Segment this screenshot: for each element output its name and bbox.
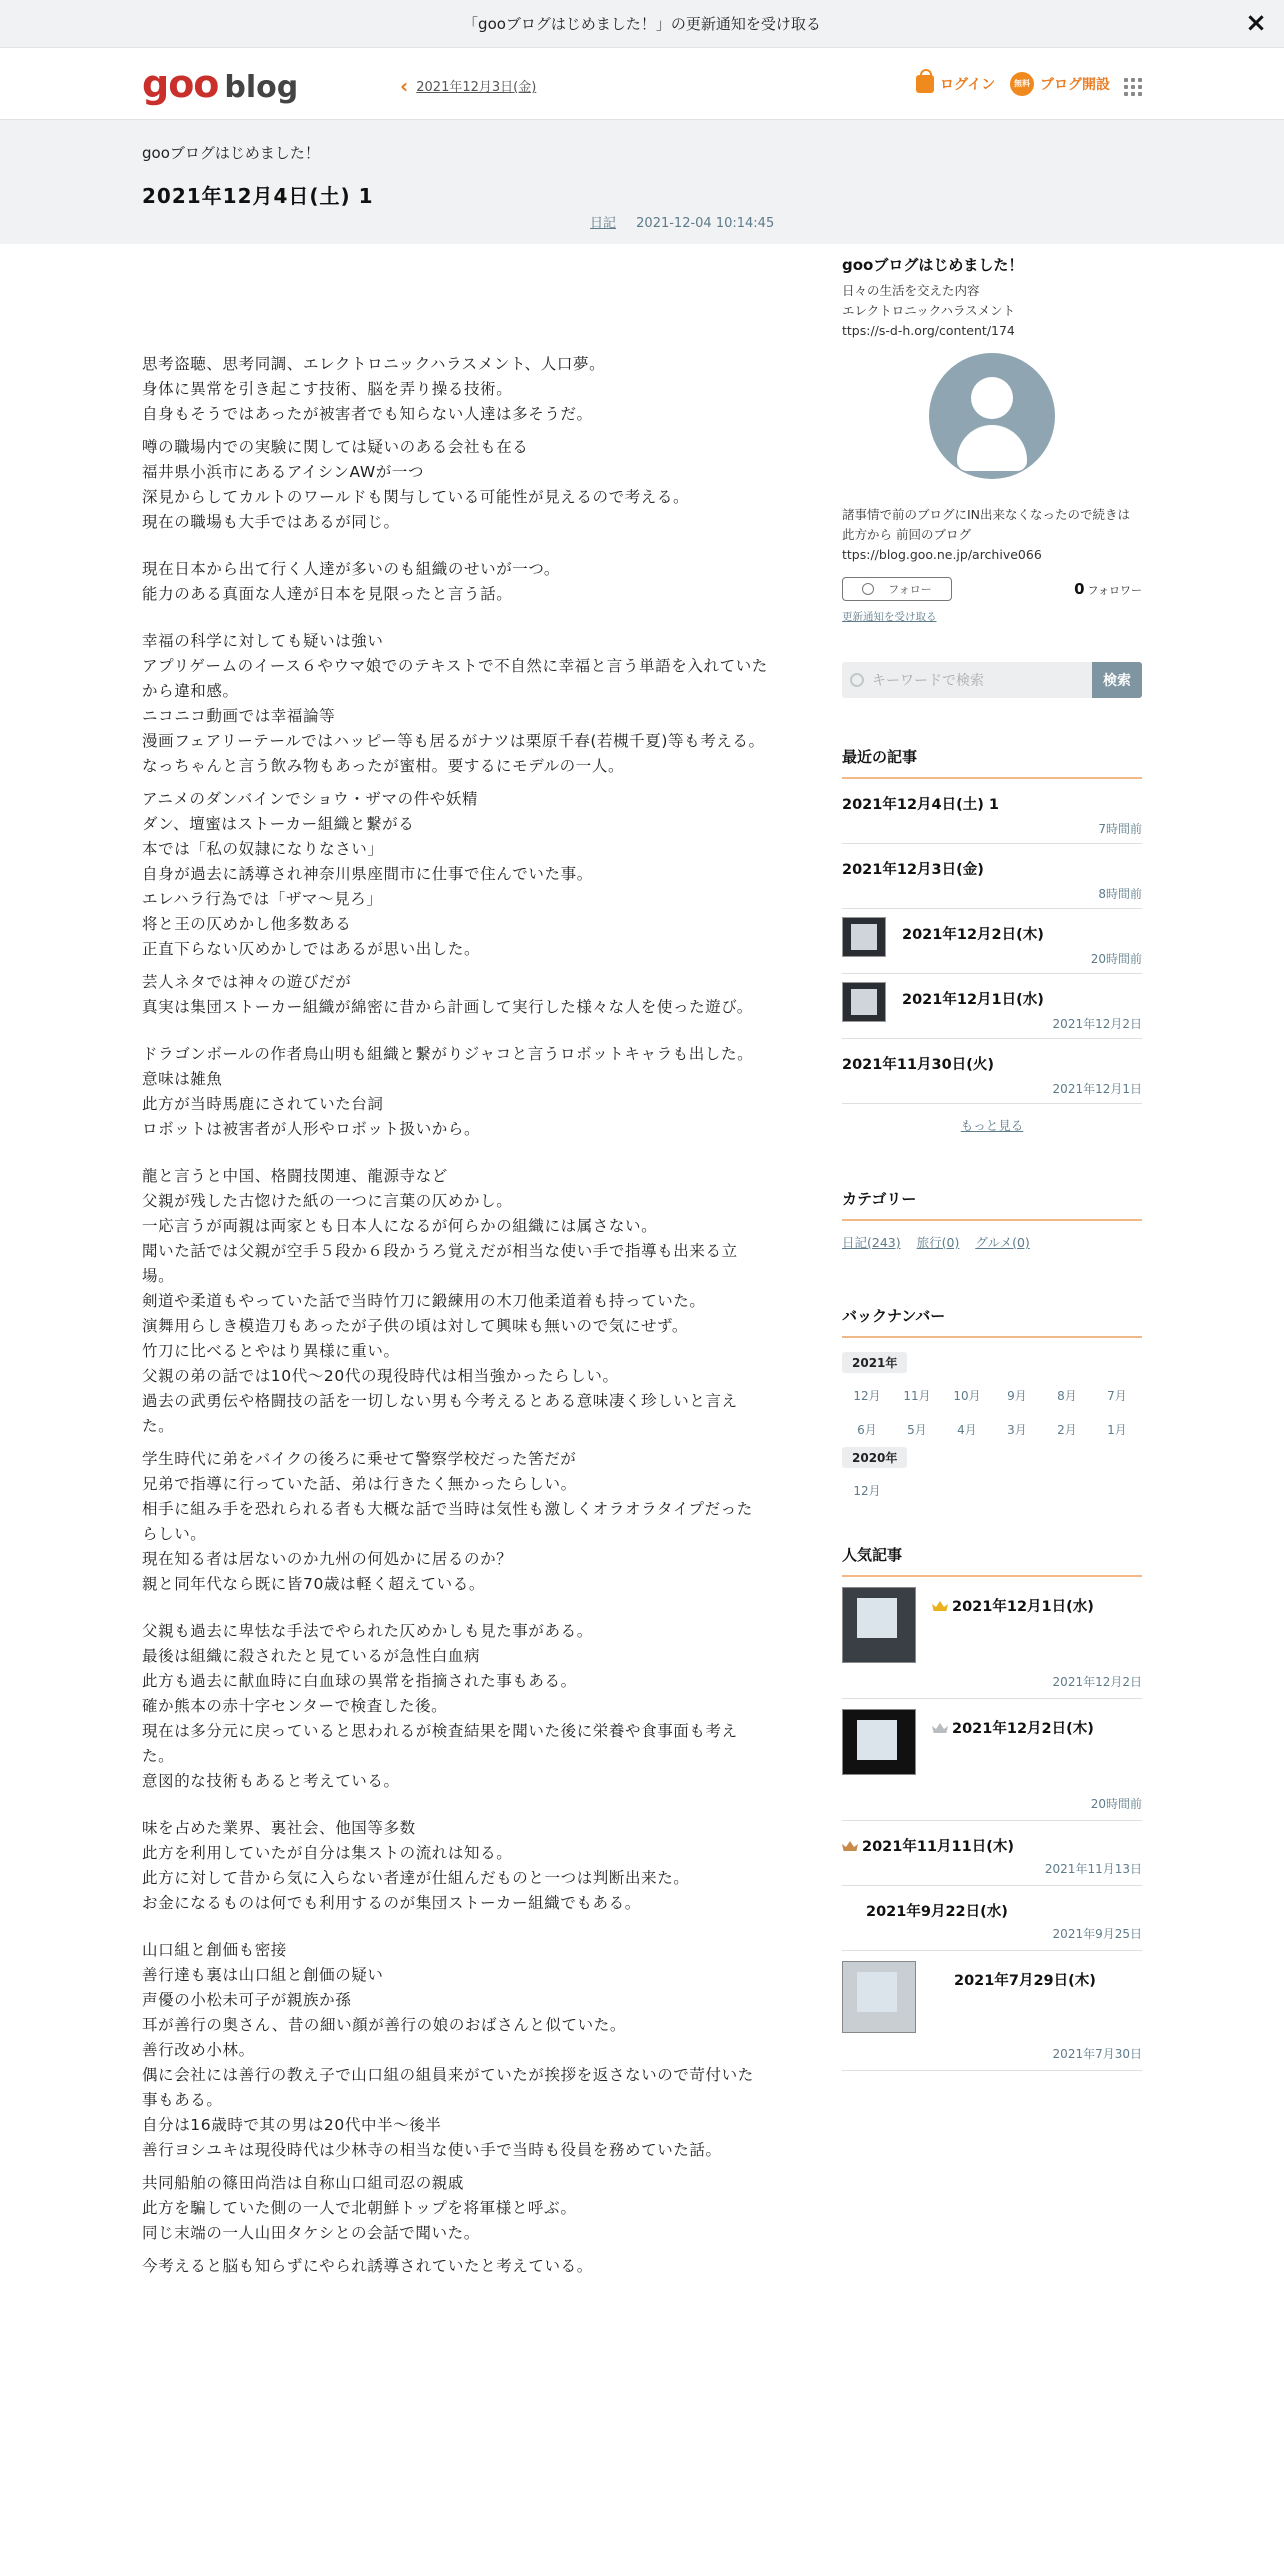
follower-count[interactable] bbox=[1074, 580, 1142, 598]
login-label: ログイン bbox=[940, 77, 996, 93]
popular-item-label: 2021年12月2日(木) bbox=[952, 1721, 1094, 1737]
backnumber-section bbox=[842, 1305, 1142, 1508]
recent-item[interactable] bbox=[842, 909, 1142, 974]
gold-crown-icon bbox=[932, 1601, 948, 1611]
close-icon[interactable]: × bbox=[1245, 8, 1267, 38]
avatar[interactable] bbox=[929, 353, 1055, 479]
recent-item-date: 20時間前 bbox=[1090, 952, 1142, 966]
article-paragraph: アニメのダンバインでショウ・ザマの件や妖精 ダン、壇蜜はストーカー組織と繋がる 本では「私の奴隷になりなさい」 自身が過去に誘導され神奈川県座間市に仕事で住んでいた事。 エレハラ行為では「ザマ～見ろ」 将と王の仄めかし他多数ある 正直下らない仄めかしではあるが思い出した。 bbox=[142, 790, 593, 958]
logo-goo: goo bbox=[142, 62, 219, 106]
subscribe-link[interactable]: 更新通知を受け取る bbox=[842, 611, 937, 623]
article-paragraph: 味を占めた業界、裏社会、他国等多数 此方を利用していたが自分は集ストの流れは知る。 此方に対して昔から気に入らない者達が仕組んだものと一つは判断出来た。 お金になるものは何でも利用するのが集団ストーカー組織でもある。 bbox=[142, 1819, 690, 1912]
open-blog-label: ブログ開設 bbox=[1040, 77, 1110, 93]
popular-item-label: 2021年11月11日(木) bbox=[862, 1839, 1014, 1855]
month-link[interactable]: 7月 bbox=[1107, 1389, 1127, 1403]
month-link[interactable]: 10月 bbox=[953, 1389, 981, 1403]
prev-post-link[interactable] bbox=[400, 73, 537, 98]
notification-text[interactable]: 「gooブログはじめました！」の更新通知を受け取る bbox=[463, 15, 821, 33]
recent-item-date: 2021年12月1日 bbox=[1052, 1082, 1142, 1096]
category-link[interactable]: 日記(243) bbox=[842, 1235, 901, 1250]
year-badge: 2020年 bbox=[842, 1447, 907, 1468]
post-datetime: 2021-12-04 10:14:45 bbox=[636, 216, 775, 231]
profile-desc-line: 日々の生活を交えた内容 bbox=[842, 283, 980, 298]
recent-item-date: 2021年12月2日 bbox=[1052, 1017, 1142, 1031]
follower-label: フォロワー bbox=[1087, 584, 1142, 597]
recent-item[interactable] bbox=[842, 974, 1142, 1039]
profile-title[interactable]: gooブログはじめました！ bbox=[842, 256, 1024, 274]
recent-item[interactable] bbox=[842, 844, 1142, 909]
popular-item-title[interactable] bbox=[932, 1595, 1094, 1616]
recent-item-title[interactable]: 2021年12月1日(水) bbox=[902, 992, 1044, 1008]
article-paragraph: 思考盗聴、思考同調、エレクトロニックハラスメント、人口夢。 身体に異常を引き起こす技術、脳を弄り操る技術。 自身もそうではあったが被害者でも知らない人達は多そうだ。 bbox=[142, 355, 606, 423]
popular-heading: 人気記事 bbox=[842, 1544, 1142, 1577]
recent-thumbnail[interactable] bbox=[842, 917, 886, 957]
popular-item-date: 2021年12月2日 bbox=[1052, 1675, 1142, 1689]
profile-desc-line: エレクトロニックハラスメント bbox=[842, 303, 1016, 318]
popular-item-title[interactable] bbox=[932, 1717, 1094, 1738]
follow-label: フォロー bbox=[888, 583, 932, 596]
notification-bar[interactable] bbox=[0, 0, 1284, 48]
popular-item-date: 2021年9月25日 bbox=[1052, 1927, 1142, 1941]
article-body bbox=[142, 352, 768, 2287]
popular-item-date: 2021年11月13日 bbox=[1044, 1862, 1142, 1876]
month-link[interactable]: 9月 bbox=[1007, 1389, 1027, 1403]
category-link[interactable]: グルメ(0) bbox=[975, 1235, 1030, 1250]
article-paragraph: 現在日本から出て行く人達が多いのも組織のせいが一つ。 能力のある真面な人達が日本を見限ったと言う話。 bbox=[142, 560, 560, 603]
chevron-left-icon: ‹ bbox=[400, 73, 409, 98]
month-link[interactable]: 5月 bbox=[907, 1423, 927, 1437]
more-link[interactable]: もっと見る bbox=[960, 1118, 1024, 1133]
lock-icon bbox=[916, 75, 934, 93]
popular-item-title[interactable]: 2021年7月29日(木) bbox=[954, 1973, 1096, 1989]
recent-section bbox=[842, 746, 1142, 1134]
follow-button[interactable] bbox=[842, 577, 952, 601]
menu-grid-icon[interactable] bbox=[1124, 78, 1142, 96]
recent-item[interactable] bbox=[842, 779, 1142, 844]
month-link[interactable]: 3月 bbox=[1007, 1423, 1027, 1437]
page-title: 2021年12月4日(土) 1 bbox=[142, 184, 374, 208]
recent-item-title[interactable]: 2021年12月2日(木) bbox=[902, 927, 1044, 943]
prev-post-label[interactable]: 2021年12月3日(金) bbox=[416, 80, 537, 95]
recent-item-title[interactable]: 2021年12月4日(土) 1 bbox=[842, 797, 1000, 813]
popular-thumbnail[interactable] bbox=[842, 1709, 916, 1775]
article-paragraph: 噂の職場内での実験に関しては疑いのある会社も在る 福井県小浜市にあるアイシンAWが一つ 深見からしてカルトのワールドも関与している可能性が見えるので考える。 現在の職場も大手ではあるが同じ。 bbox=[142, 438, 690, 531]
recent-thumbnail[interactable] bbox=[842, 982, 886, 1022]
recent-item-date: 7時間前 bbox=[1098, 822, 1142, 836]
month-link[interactable]: 8月 bbox=[1057, 1389, 1077, 1403]
follow-row bbox=[842, 577, 1142, 601]
article-paragraph: 龍と言うと中国、格闘技関連、龍源寺など 父親が残した古惚けた紙の一つに言葉の仄めかし。 一応言うが両親は両家とも日本人になるが何らかの組織には属さない。 聞いた話では父親が空手５段か６段かうろ覚えだが相当な使い手で指導も出来る立場。 剣道や柔道もやっていた話で当時竹刀に鍛練用の木刀他柔道着も持っていた。 演舞用らしき模造刀もあったが子供の頃は対して興味も無いので気にせず。 竹刀に比べるとやはり異様に重い。 父親の弟の話では10代～20代の現役時代は相当強かったらしい。 過去の武勇伝や格闘技の話を一切しない男も今考えるとある意味凄く珍しいと言えた。 bbox=[142, 1167, 738, 1435]
article-paragraph: 山口組と創価も密接 善行達も裏は山口組と創価の疑い 声優の小松未可子が親族か孫 耳が善行の奥さん、昔の細い顔が善行の娘のおばさんと似ていた。 善行改め小林。 偶に会社には善行の教え子で山口組の組員来がていたが挨拶を返さないので苛付いた事もある。 自分は16歳時で其の男は20代中半～後半 善行ヨシユキは現役時代は少林寺の相当な使い手で当時も役員を務めていた話。 bbox=[142, 1941, 754, 2159]
post-header bbox=[0, 120, 1284, 244]
popular-item[interactable] bbox=[842, 1821, 1142, 1886]
category-heading: カテゴリー bbox=[842, 1188, 1142, 1221]
popular-thumbnail[interactable] bbox=[842, 1961, 916, 2033]
search-placeholder: キーワードで検索 bbox=[872, 673, 984, 689]
category-section bbox=[842, 1188, 1142, 1251]
article-paragraph: 学生時代に弟をバイクの後ろに乗せて警察学校だった筈だが 兄弟で指導に行っていた話、弟は行きたく無かったらしい。 相手に組み手を恐れられる者も大概な話で当時は気性も激しくオラオラタイプだったらしい。 現在知る者は居ないのか九州の何処かに居るのか？ 親と同年代なら既に皆70歳は軽く超えている。 bbox=[142, 1450, 753, 1593]
blog-name[interactable]: gooブログはじめました！ bbox=[142, 144, 320, 162]
follower-number: 0 bbox=[1074, 580, 1085, 598]
month-link[interactable]: 6月 bbox=[857, 1423, 877, 1437]
popular-section bbox=[842, 1544, 1142, 2071]
month-link[interactable]: 12月 bbox=[853, 1484, 881, 1498]
month-link[interactable]: 2月 bbox=[1057, 1423, 1077, 1437]
post-meta bbox=[590, 212, 774, 231]
silver-crown-icon bbox=[932, 1723, 948, 1733]
month-list bbox=[842, 1474, 1142, 1508]
article-paragraph: 共同船舶の篠田尚浩は自称山口組司忍の親戚 此方を騙していた側の一人で北朝鮮トップを将軍様と呼ぶ。 同じ末端の一人山田タケシとの会話で聞いた。 bbox=[142, 2174, 577, 2242]
site-header bbox=[0, 48, 1284, 120]
month-list bbox=[842, 1379, 1142, 1447]
logo-blog: blog bbox=[224, 70, 299, 105]
recent-heading: 最近の記事 bbox=[842, 746, 1142, 779]
recent-item-title[interactable]: 2021年12月3日(金) bbox=[842, 862, 984, 878]
person-icon bbox=[862, 583, 874, 595]
login-button[interactable] bbox=[916, 74, 995, 94]
month-link[interactable]: 1月 bbox=[1107, 1423, 1127, 1437]
popular-item-date: 2021年7月30日 bbox=[1052, 2047, 1142, 2061]
year-badge: 2021年 bbox=[842, 1352, 907, 1373]
profile-note: 諸事情で前のブログにIN出来なくなったので続きは此方から 前回のブログ ttps://blog.goo.ne.jp/archive066 bbox=[842, 507, 1131, 562]
free-badge-icon: 無料 bbox=[1010, 72, 1034, 96]
sidebar bbox=[842, 254, 1142, 2071]
popular-item-label: 2021年12月1日(水) bbox=[952, 1599, 1094, 1615]
recent-item-date: 8時間前 bbox=[1098, 887, 1142, 901]
popular-item[interactable] bbox=[842, 1699, 1142, 1821]
popular-thumbnail[interactable] bbox=[842, 1587, 916, 1663]
month-link[interactable]: 12月 bbox=[853, 1389, 881, 1403]
search-form bbox=[842, 662, 1142, 698]
article-paragraph: ドラゴンボールの作者鳥山明も組織と繋がりジャコと言うロボットキャラも出した。 意味は雑魚 此方が当時馬鹿にされていた台詞 ロボットは被害者が人形やロボット扱いから。 bbox=[142, 1045, 754, 1138]
popular-item[interactable] bbox=[842, 1577, 1142, 1699]
category-link[interactable]: 旅行(0) bbox=[916, 1235, 960, 1250]
profile-desc-line: ttps://s-d-h.org/content/174 bbox=[842, 323, 1015, 338]
popular-item-title[interactable]: 2021年9月22日(水) bbox=[866, 1904, 1008, 1920]
article-paragraph: 今考えると脳も知らずにやられ誘導されていたと考えている。 bbox=[142, 2257, 593, 2275]
search-input[interactable] bbox=[842, 662, 1092, 698]
bronze-crown-icon bbox=[842, 1841, 858, 1851]
article-paragraph: 芸人ネタでは神々の遊びだが 真実は集団ストーカー組織が綿密に昔から計画して実行した様々な人を使った遊び。 bbox=[142, 973, 753, 1016]
popular-item-date: 20時間前 bbox=[1090, 1797, 1142, 1811]
backnumber-heading: バックナンバー bbox=[842, 1305, 1142, 1338]
article-paragraph: 父親も過去に卑怯な手法でやられた仄めかしも見た事がある。 最後は組織に殺されたと見ているが急性白血病 此方も過去に献血時に白血球の異常を指摘された事もある。 確か熊本の赤十字センターで検査した後。 現在は多分元に戻っていると思われるが検査結果を聞いた後に栄養や食事面も考えた。 意図的な技術もあると考えている。 bbox=[142, 1622, 738, 1790]
post-category-link[interactable]: 日記 bbox=[590, 216, 617, 231]
search-icon bbox=[850, 673, 864, 687]
popular-item-title[interactable] bbox=[842, 1835, 1014, 1856]
search-button[interactable]: 検索 bbox=[1092, 662, 1142, 698]
month-link[interactable]: 4月 bbox=[957, 1423, 977, 1437]
popular-item[interactable] bbox=[842, 1951, 1142, 2071]
category-list bbox=[842, 1233, 1142, 1251]
open-blog-button[interactable] bbox=[1010, 72, 1110, 96]
popular-item[interactable] bbox=[842, 1886, 1142, 1951]
month-link[interactable]: 11月 bbox=[903, 1389, 931, 1403]
article-paragraph: 幸福の科学に対しても疑いは強い アプリゲームのイース６やウマ娘でのテキストで不自然に幸福と言う単語を入れていたから違和感。 ニコニコ動画では幸福論等 漫画フェアリーテールではハッピー等も居るがナツは栗原千春(若槻千夏)等も考える。 なっちゃんと言う飲み物もあったが蜜柑。要するにモデルの一人。 bbox=[142, 632, 768, 775]
goo-blog-logo[interactable] bbox=[142, 64, 298, 104]
recent-item[interactable] bbox=[842, 1039, 1142, 1104]
recent-item-title[interactable]: 2021年11月30日(火) bbox=[842, 1057, 994, 1073]
